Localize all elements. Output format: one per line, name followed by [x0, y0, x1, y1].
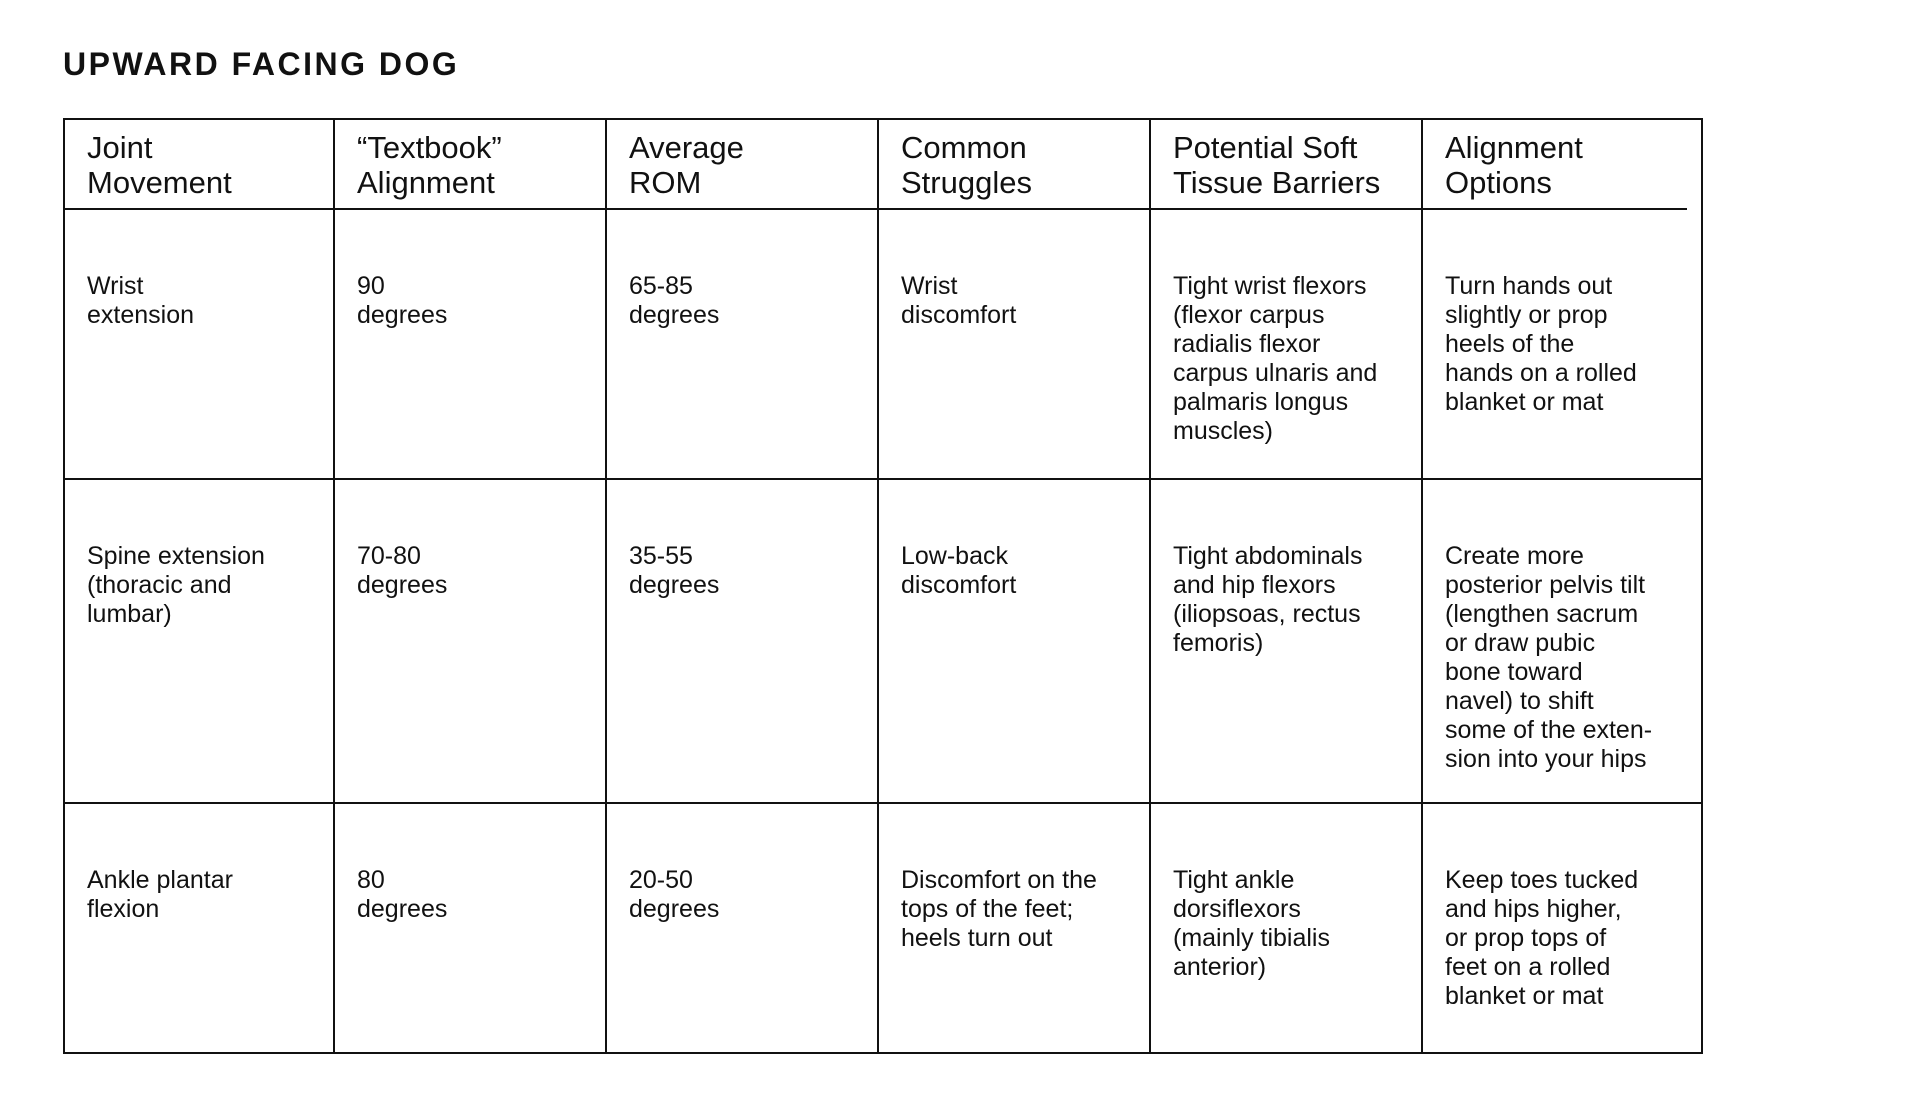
- table-cell: Create more posterior pelvis tilt (lengthen sacrum or draw pubic bone toward navel) to shift some of the exten- sion into your hips: [1423, 480, 1701, 804]
- table-cell: Tight abdominals and hip flexors (iliopsoas, rectus femoris): [1151, 480, 1423, 804]
- table-cell: 65-85 degrees: [607, 210, 879, 480]
- table-cell: Tight wrist flexors (flexor carpus radialis flexor carpus ulnaris and palmaris longus muscles): [1151, 210, 1423, 480]
- alignment-table: [63, 118, 1703, 1054]
- header-joint-movement: Joint Movement: [65, 120, 335, 210]
- table-cell: Tight ankle dorsiflexors (mainly tibialis anterior): [1151, 804, 1423, 1052]
- table-cell: Low-back discomfort: [879, 480, 1151, 804]
- table-cell: Discomfort on the tops of the feet; heels turn out: [879, 804, 1151, 1052]
- table-cell: Wrist extension: [65, 210, 335, 480]
- table-cell: 20-50 degrees: [607, 804, 879, 1052]
- table-cell: 80 degrees: [335, 804, 607, 1052]
- header-average-rom: Average ROM: [607, 120, 879, 210]
- table-cell: Ankle plantar flexion: [65, 804, 335, 1052]
- table-cell: Spine extension (thoracic and lumbar): [65, 480, 335, 804]
- header-alignment-options: Alignment Options: [1423, 120, 1701, 210]
- header-soft-tissue-barriers: Potential Soft Tissue Barriers: [1151, 120, 1423, 210]
- header-common-struggles: Common Struggles: [879, 120, 1151, 210]
- table-cell: Keep toes tucked and hips higher, or prop tops of feet on a rolled blanket or mat: [1445, 866, 1639, 1010]
- table-cell: Turn hands out slightly or prop heels of the hands on a rolled blanket or mat: [1423, 210, 1701, 480]
- table-cell: 90 degrees: [335, 210, 607, 480]
- header-textbook-alignment: “Textbook” Alignment: [335, 120, 607, 210]
- page-title: UPWARD FACING DOG: [63, 46, 460, 82]
- table-cell: 35-55 degrees: [607, 480, 879, 804]
- table-cell: 70-80 degrees: [335, 480, 607, 804]
- table-cell: Wrist discomfort: [879, 210, 1151, 480]
